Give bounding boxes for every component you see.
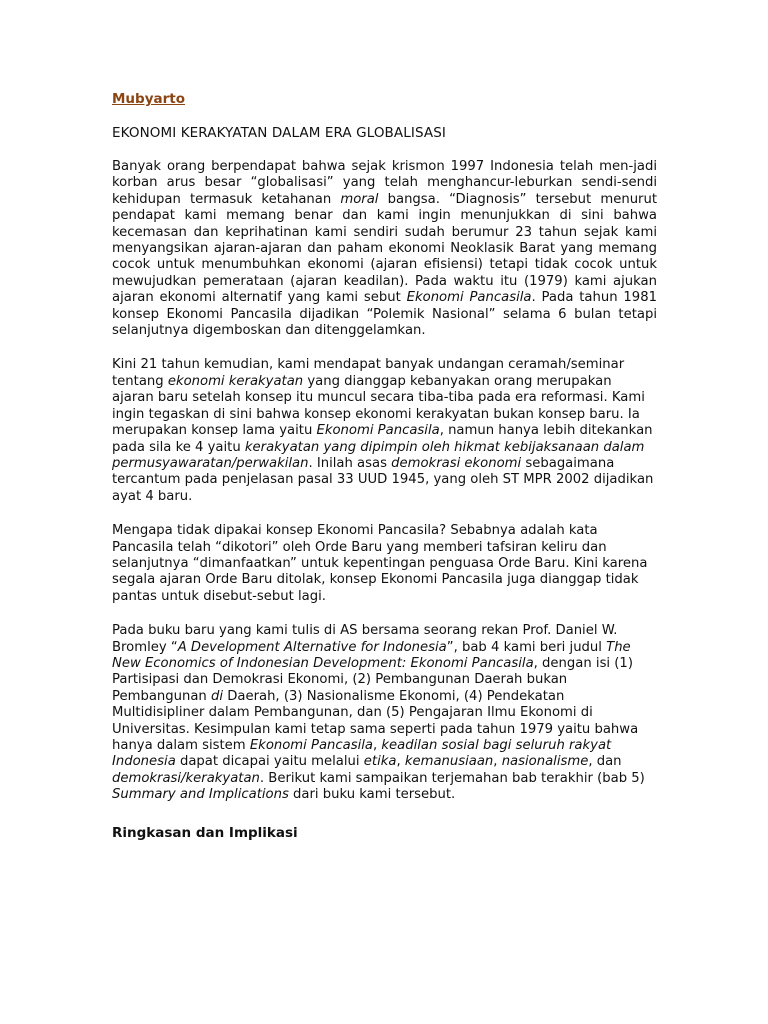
body-paragraph xyxy=(112,523,657,605)
italic-text: Summary and Implications xyxy=(112,787,289,803)
italic-text: nasionalisme xyxy=(501,754,589,770)
text-run: , xyxy=(373,738,382,753)
text-run: , xyxy=(396,754,405,770)
italic-text: demokrasi/kerakyatan xyxy=(112,770,260,786)
body-paragraph xyxy=(112,623,657,803)
text-run: Mengapa tidak dipakai konsep Ekonomi Pancasila? Sebabnya adalah kata Pancasila telah “dikotori” oleh Orde Baru yang memberi tafsiran keliru dan selanjutnya “dimanfaatkan” untuk kepentingan penguasa Orde Baru. Kini karena segala ajaran Orde Baru ditolak, konsep Ekonomi Pancasila juga dianggap tidak pantas untuk disebut-sebut lagi. xyxy=(112,523,648,604)
italic-text: moral xyxy=(340,191,379,207)
italic-text: etika xyxy=(363,754,397,770)
text-run: Daerah, (3) Nasionalisme Ekonomi, (4) Pendekatan Multidisipliner dalam Pembangunan, dan (5) Pengajaran Ilmu Ekonomi di Universitas. Kesimpulan kami tetap sama seperti pada tahun 1979 yaitu bahwa hanya dalam sistem xyxy=(112,688,639,753)
italic-text: demokrasi ekonomi xyxy=(391,455,522,471)
document-page xyxy=(112,88,657,841)
text-run: . Berikut kami sampaikan terjemahan bab terakhir (bab 5) xyxy=(259,770,645,786)
italic-text: Ekonomi Pancasila xyxy=(249,738,374,753)
italic-text: kerakyatan yang dipimpin oleh hikmat kebijaksanaan dalam permusyawaratan/perwakilan xyxy=(112,439,645,471)
italic-text: ekonomi kerakyatan xyxy=(167,373,304,389)
body-paragraph xyxy=(112,357,657,505)
text-run: Pada buku baru yang kami tulis di AS bersama seorang rekan Prof. Daniel W. Bromley “ xyxy=(112,623,618,655)
text-run: bangsa. “Diagnosis” tersebut menurut pendapat kami memang benar dan kami ingin menunjukkan di sini bahwa kecemasan dan keprihatinan kami sendiri sudah berumur 23 tahun sejak kami menyangsikan ajaran-ajaran dan paham ekonomi Neoklasik Barat yang memang cocok untuk menumbuhkan ekonomi (ajaran efisiensi) tetapi tidak cocok untuk mewujudkan pemerataan (ajaran keadilan). Pada waktu itu (1979) kami ajukan ajaran ekonomi alternatif yang kami sebut xyxy=(112,191,657,306)
italic-text: keadilan sosial bagi seluruh rakyat Indonesia xyxy=(112,738,612,770)
section-heading: Ringkasan dan Implikasi xyxy=(112,824,298,841)
text-run: sebagaimana tercantum pada penjelasan pasal 33 UUD 1945, yang oleh ST MPR 2002 dijadikan ayat 4 baru. xyxy=(112,455,654,504)
italic-text: kemanusiaan xyxy=(404,754,494,770)
author-link[interactable]: Mubyarto xyxy=(112,91,186,107)
text-run: , namun hanya lebih ditekankan pada sila ke 4 yaitu xyxy=(112,423,653,455)
text-run: , dengan isi (1) Partisipasi dan Demokrasi Ekonomi, (2) Pembangunan Daerah bukan Pembangunan xyxy=(112,655,633,704)
italic-text: The New Economics of Indonesian Development: Ekonomi Pancasila xyxy=(112,639,631,671)
text-run: . Inilah asas xyxy=(308,455,392,471)
text-run: Kini 21 tahun kemudian, kami mendapat banyak undangan ceramah/seminar tentang xyxy=(112,357,625,389)
body-paragraph xyxy=(112,159,657,339)
text-run: yang dianggap kebanyakan orang merupakan ajaran baru setelah konsep itu muncul secara tiba-tiba pada era reformasi. Kami ingin tegaskan di sini bahwa konsep ekonomi kerakyatan bukan konsep baru. Ia merupakan konsep lama yaitu xyxy=(112,373,645,439)
italic-text: Ekonomi Pancasila xyxy=(406,290,532,306)
text-run: ”, bab 4 kami beri judul xyxy=(446,639,607,655)
text-run: , xyxy=(493,754,502,770)
text-run: dapat dicapai yaitu melalui xyxy=(175,754,364,770)
text-run: Banyak orang berpendapat bahwa sejak krismon 1997 Indonesia telah men-jadi korban arus besar “globalisasi” yang telah menghancur-leburkan sendi-sendi kehidupan termasuk ketahanan xyxy=(112,159,657,207)
text-run: . Pada tahun 1981 konsep Ekonomi Pancasila dijadikan “Polemik Nasional” selama 6 bulan tetapi selanjutnya digemboskan dan ditenggelamkan. xyxy=(112,290,657,339)
text-run: , dan xyxy=(588,754,622,770)
italic-text: Ekonomi Pancasila xyxy=(316,423,440,439)
document-title: EKONOMI KERAKYATAN DALAM ERA GLOBALISASI xyxy=(112,125,446,141)
document-body xyxy=(112,159,657,804)
text-run: dari buku kami tersebut. xyxy=(288,787,456,803)
italic-text: di xyxy=(210,688,224,704)
italic-text: A Development Alternative for Indonesia xyxy=(177,639,447,655)
